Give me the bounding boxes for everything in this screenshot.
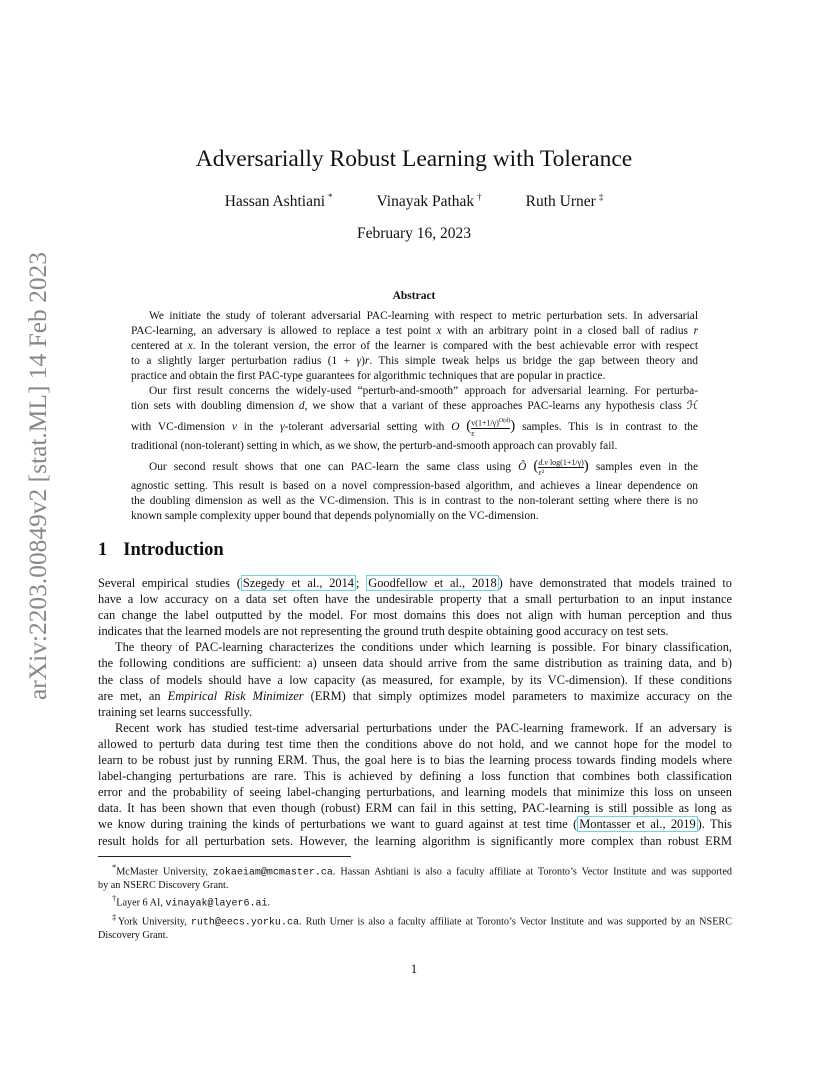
footnote-line: by an NSERC Discovery Grant. [98, 880, 229, 892]
body-line: data. It has been shown that even though (robust) ERM can fail in this setting, PAC-learning is still possible as long as [98, 801, 732, 816]
abstract-line: the doubling dimension as well as the VC-dimension. This is in contrast to the non-tolerant setting where there is no [131, 495, 698, 507]
author-list [0, 192, 828, 211]
author: Hassan Ashtiani * [224, 192, 333, 210]
body-line: indicates that the learned models are not representing the ground truth despite obtaining good accuracy on test sets. [98, 624, 669, 639]
abstract-heading: Abstract [392, 290, 436, 302]
body-line: error and the probability of seeing label-changing perturbations, and learning models that minimize this loss on unseen [98, 785, 732, 800]
abstract-line: tion sets with doubling dimension d, we show that a variant of these approaches PAC-learns any hypothesis class ℋ [131, 400, 698, 412]
footnotes [98, 861, 732, 942]
body-line: Several empirical studies ( Szegedy et al., 2014 ; Goodfellow et al., 2018 ) have demonstrated that models trained to [98, 576, 733, 590]
author: Ruth Urner ‡ [525, 192, 604, 210]
abstract-line: with VC-dimension v in the γ-tolerant adversarial setting with O ( $\frac{v(1+1/\gamma)^{O(d)}}{\varepsilon}$ ) samples. This is in contrast to the [131, 418, 698, 438]
page-number: 1 [410, 962, 418, 976]
author: Vinayak Pathak † [376, 192, 482, 210]
abstract-line: practice and obtain the first PAC-type guarantees for algorithmic techniques that are popular in practice. [131, 370, 606, 382]
citation-link[interactable]: Montasser et al., 2019 [579, 817, 696, 832]
footnote-line: *McMaster University, zokaeiam@mcmaster.ca. Hassan Ashtiani is also a faculty affiliate at Toronto’s Vector Institute and was supported [112, 862, 732, 879]
footnote-line: †Layer 6 AI, vinayak@layer6.ai. [112, 893, 271, 910]
body-line: the class of models should have a low capacity (as measured, for example, by its VC-dimension). If these conditions [98, 672, 732, 687]
section-heading: 1 Introduction [98, 540, 224, 560]
body-line: training set learns successfully. [98, 704, 253, 719]
abstract-line: PAC-learning, an adversary is allowed to replace a test point x with an arbitrary point in a closed ball of radius r [131, 325, 698, 337]
body-line: the following conditions are sufficient: a) unseen data should arrive from the same distribution as training data, and b) [98, 656, 732, 671]
abstract-line: known sample complexity upper bound that depends polynomially on the VC-dimension. [131, 510, 539, 522]
body-line: Recent work has studied test-time adversarial perturbations under the PAC-learning framework. If an adversary is [115, 720, 732, 735]
citation-link[interactable]: Szegedy et al., 2014 [242, 576, 355, 590]
body-line: have a low accuracy on a data set often have the undesirable property that a small perturbation to an input instance [98, 592, 732, 607]
abstract-line: centered at x. In the tolerant version, the error of the learner is compared with the best achievable error with respect [131, 340, 698, 352]
citation-link[interactable]: Goodfellow et al., 2018 [368, 576, 497, 590]
introduction-body [98, 575, 732, 849]
body-line: learn to be robust just by running ERM. Thus, the goal here is to bias the learning process towards finding models where [98, 753, 732, 768]
body-line: can change the label outputted by the model. For most domains this does not align with human perception and thus [98, 608, 732, 623]
abstract-line: traditional (non-tolerant) setting in which, as we show, the perturb-and-smooth approach can provably fail. [131, 440, 618, 452]
body-line: label-changing perturbations are rare. This is achieved by defining a loss function that combines both classification [98, 769, 732, 784]
body-line: are met, an Empirical Risk Minimizer (ERM) that simply optimizes model parameters to maximize accuracy on the [98, 688, 732, 703]
body-line: The theory of PAC-learning characterizes the conditions under which learning is possible. For binary classification, [115, 640, 732, 655]
arxiv-stamp [18, 250, 56, 700]
body-line: allowed to perturb data during test time then the conditions above do not hold, and we cannot hope for the model to [98, 736, 732, 751]
footnote-line: ‡York University, ruth@eecs.yorku.ca. Ruth Urner is also a faculty affiliate at Toronto’s Vector Institute and was supported by an NSERC [112, 911, 733, 929]
body-line: result holds for all perturbation sets. However, the learning algorithm is significantly more complex than robust ERM [98, 833, 732, 848]
body-line: we know during training the kinds of perturbations we want to guard against at test time ( Montasser et al., 2019 ). This [98, 817, 732, 832]
arxiv-stamp-text: arXiv:2203.00849v2 [stat.ML] 14 Feb 2023 [23, 250, 52, 700]
abstract-line: Our first result concerns the widely-used “perturb-and-smooth” approach for adversarial learning. For perturba- [149, 385, 698, 397]
abstract-line: agnostic setting. This result is based on a novel compression-based algorithm, and achieves a linear dependence on [131, 480, 698, 492]
footnote-rule [98, 856, 351, 857]
abstract-line: Our second result shows that one can PAC-learn the same class using Õ ( $\frac{\text{d.v log(1+1/γ)}}{\text{ε²}}$ ) samples even in the [149, 457, 698, 477]
paper-title: Adversarially Robust Learning with Tolerance [195, 146, 633, 172]
paper-date: February 16, 2023 [356, 225, 472, 242]
abstract-line: to a slightly larger perturbation radius (1 + γ)r. This simple tweak helps us bridge the gap between theory and [131, 355, 698, 367]
abstract-body [131, 309, 698, 524]
footnote-line: Discovery Grant. [98, 930, 169, 942]
abstract-line: We initiate the study of tolerant adversarial PAC-learning with respect to metric perturbation sets. In adversarial [149, 310, 698, 322]
